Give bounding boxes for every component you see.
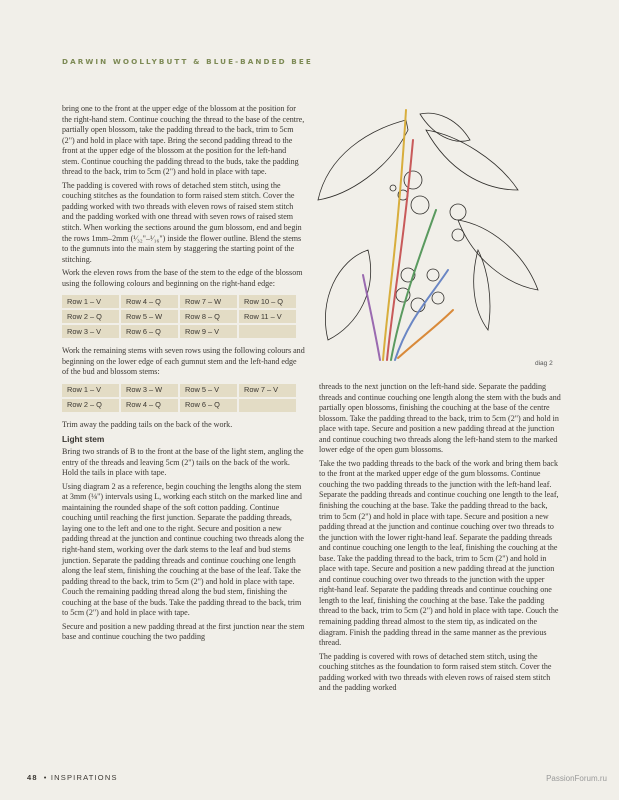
paragraph: Trim away the padding tails on the back of the work.: [62, 419, 233, 429]
table-row: [62, 399, 296, 412]
table-cell: Row 1 – V: [62, 295, 119, 308]
table-row: [62, 295, 296, 308]
stem-line: [395, 270, 448, 360]
table-cell: Row 5 – W: [121, 310, 178, 323]
table-cell: Row 5 – V: [180, 384, 237, 397]
table-cell: Row 10 – Q: [239, 295, 296, 308]
paragraph: The padding is covered with rows of detached stem stitch, using the couching stitches as the foundation to form raised stem stitch. Cover the padding worked with two threads with eleven rows of raised stem stitch and the padding worked with one thread with seven rows of raised stem stitch. When working the sections around the gum blossom, end and begin the rows 1mm–2mm (¹⁄₃₂"–¹⁄₁₆") inside the flower outline. Blend the stems to the gumnuts into the main stem by staggering the starting point of the stitching.: [62, 180, 302, 264]
table-row: [62, 384, 296, 397]
table-cell: Row 4 – Q: [121, 399, 178, 412]
blossom-outline: [411, 196, 429, 214]
table-cell: Row 2 – Q: [62, 399, 119, 412]
table-cell: Row 1 – V: [62, 384, 119, 397]
colour-table-seven-rows: [60, 382, 298, 414]
leaf-outline: [474, 250, 490, 330]
paragraph: threads to the next junction on the left-hand side. Separate the padding threads and continue couching one length along the stem with the buds and partially open blossoms, finishing the couching at the base of the centre blossom. Take the padding thread to the back, trim to 5cm (2") and hold in place with tape. Secure and position a new padding thread at the junction and continue couching two threads along the left-hand stem to the marked lower edge of the open gum blossoms.: [319, 382, 561, 455]
paragraph: Using diagram 2 as a reference, begin couching the lengths along the stem at 3mm (⅛") intervals using L, working each stitch on the marked line and maintaining the rounded shape of the soft cotton padding. Continue couching until reaching the first junction. Separate the padding threads, laying one to the left and one to the right. Secure and position a new padding thread at the junction and continue couching two threads along the right-hand stem, working over the dark stems to the leaf and bud stems junction. Separate the padding threads and continue couching one length along the leaf stem, finishing the couching at the base of the leaf. Take the padding thread to the back, trim to 5cm (2") and hold in place with tape. Couch the remaining padding thread along the bud stem, finishing the couching at the base of the buds. Take the padding thread to the back, trim to 5cm (2") and hold in place with tape.: [62, 481, 305, 618]
paragraph: Work the eleven rows from the base of the stem to the edge of the blossom using the following colours and beginning on the right-hand edge:: [62, 268, 303, 288]
table-cell: Row 2 – Q: [62, 310, 119, 323]
watermark: PassionForum.ru: [546, 774, 607, 783]
stem-line: [391, 210, 436, 360]
blossom-outline: [450, 204, 466, 220]
table-cell: Row 6 – Q: [121, 325, 178, 338]
bud-outline: [390, 185, 396, 191]
table-cell-empty: [239, 325, 296, 338]
leaf-outline: [426, 130, 518, 190]
section-heading-light-stem: Light stem: [62, 434, 105, 445]
paragraph: Secure and position a new padding thread at the first junction near the stem base and continue couching the two padding: [62, 621, 305, 642]
table-row: [62, 325, 296, 338]
table-cell: Row 8 – Q: [180, 310, 237, 323]
footer-separator: •: [43, 773, 48, 782]
table-cell: Row 11 – V: [239, 310, 296, 323]
table-row: [62, 310, 296, 323]
table-cell: Row 3 – W: [121, 384, 178, 397]
gumnut-outline: [432, 292, 444, 304]
paragraph: bring one to the front at the upper edge of the blossom at the position for the right-hand stem. Continue couching the thread to the base of the centre, partially open blossom, take the padding thread to the back, trim to 5cm (2") and hold in place with tape. Bring the second padding thread to the front at the upper edge of the blossom at the position for the left-hand stem. Continue couching the padding thread to the buds, take the padding thread to the back, trim to 5cm (2") and hold in place with tape.: [62, 104, 305, 177]
gumnut-outline: [427, 269, 439, 281]
leaf-outline: [420, 113, 470, 141]
leaf-outline: [458, 220, 538, 290]
table-cell: Row 4 – Q: [121, 295, 178, 308]
running-header: DARWIN WOOLLYBUTT & BLUE-BANDED BEE: [62, 57, 313, 66]
leaf-outline: [318, 120, 408, 200]
colour-table-eleven-rows: [60, 293, 298, 340]
blossom-outline: [404, 171, 422, 189]
paragraph: The padding is covered with rows of detached stem stitch, using the couching stitches as the foundation to form raised stem stitch. Cover the padding worked with two threads with eleven rows of raised stem stitch and the padding worked: [319, 651, 552, 693]
table-cell: Row 7 – V: [239, 384, 296, 397]
table-cell: Row 9 – V: [180, 325, 237, 338]
magazine-name: INSPIRATIONS: [50, 773, 118, 782]
stem-line: [363, 275, 380, 360]
paragraph: Work the remaining stems with seven rows using the following colours and beginning on the lower edge of each gumnut stem and the left-hand edge of the bud and blossom stems:: [62, 346, 305, 377]
stem-diagram: [308, 100, 548, 372]
blossom-outline: [452, 229, 464, 241]
table-cell-empty: [239, 399, 296, 412]
paragraph: Take the two padding threads to the back of the work and bring them back to the front at the marked upper edge of the gum blossoms. Continue couching the two padding threads to the junction with the left-hand leaf. Separate the padding threads and continue couching one length to the leaf, finishing the couching at the base. Take the padding thread to the back, trim to 5cm (2") and hold in place with tape. Secure and position a new padding thread at the junction and continue couching over two threads to the junction with the lower right-hand leaf. Separate the padding threads and continue couching one length to the leaf, finishing the couching at the base. Take the padding thread to the back, trim to 5cm (2") and hold in place with tape. Secure and position a new padding thread at the junction and continue couching over two threads to the junction with the upper right-hand leaf. Separate the padding threads and continue couching one length to the leaf, finishing the couching at the base. Take the padding thread to the back, trim to 5cm (2") and hold in place with tape. Couch the remaining padding thread almost to the stem tip, as indicated on the diagram. Finish the padding thread in the same manner as the previous thread.: [319, 458, 559, 648]
page-footer: [27, 773, 118, 782]
right-column: [319, 382, 562, 697]
table-cell: Row 7 – W: [180, 295, 237, 308]
leaf-outline: [325, 250, 370, 340]
left-column: [62, 104, 305, 646]
table-cell: Row 3 – V: [62, 325, 119, 338]
diagram-label: diag 2: [535, 360, 553, 367]
paragraph: Bring two strands of B to the front at the base of the light stem, angling the entry of the threads and leaving 5cm (2") tails on the back of the work. Hold the tails in place with tape.: [62, 447, 304, 478]
table-cell: Row 6 – Q: [180, 399, 237, 412]
page-number: 48: [27, 773, 38, 782]
